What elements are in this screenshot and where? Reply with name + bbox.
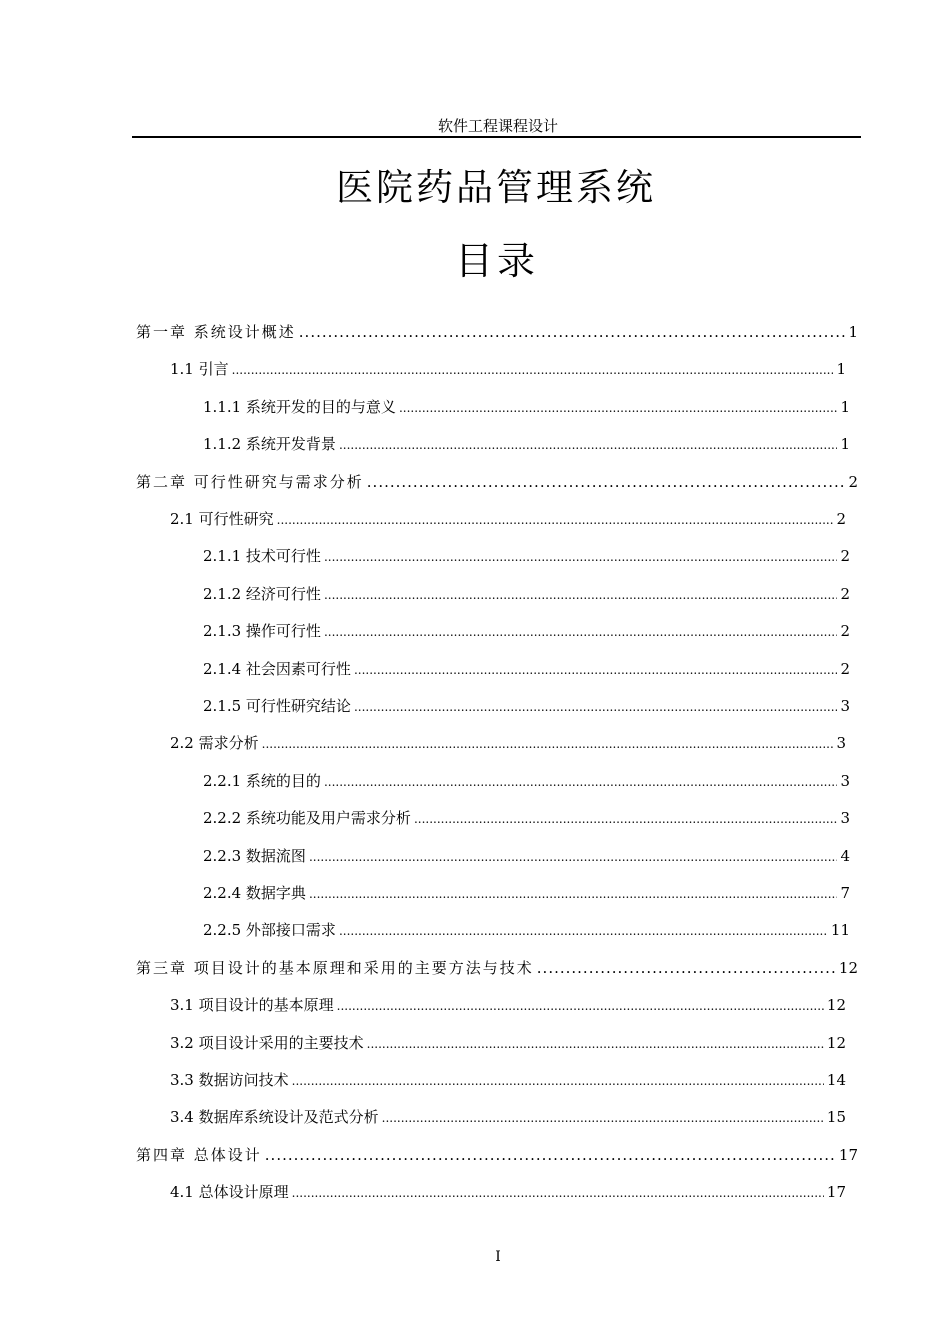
header-rule bbox=[132, 136, 861, 138]
toc-leader-dots bbox=[324, 771, 838, 793]
toc-entry-label: 4.1 总体设计原理 bbox=[170, 1183, 289, 1202]
toc-entry-page: 3 bbox=[840, 697, 850, 715]
toc-entry-label: 2.1 可行性研究 bbox=[170, 510, 274, 528]
toc-entry-page: 11 bbox=[830, 921, 850, 940]
toc-entry[interactable] bbox=[170, 508, 846, 530]
running-header: 软件工程课程设计 bbox=[437, 117, 558, 135]
toc-leader-dots bbox=[367, 1033, 824, 1055]
toc-leader-dots bbox=[265, 1144, 836, 1166]
toc-leader-dots bbox=[354, 659, 838, 681]
toc-entry-page: 14 bbox=[826, 1071, 846, 1089]
toc-entry-page: 1 bbox=[836, 360, 846, 379]
toc-entry[interactable] bbox=[203, 583, 850, 605]
toc-entry-label: 第三章 项目设计的基本原理和采用的主要方法与技术 bbox=[136, 958, 534, 977]
toc-entry-label: 2.2.5 外部接口需求 bbox=[203, 921, 336, 940]
toc-leader-dots bbox=[324, 546, 838, 568]
toc-entry-page: 3 bbox=[836, 734, 846, 753]
toc-entry[interactable] bbox=[203, 770, 850, 792]
toc-leader-dots bbox=[324, 584, 838, 606]
toc-leader-dots bbox=[309, 883, 838, 905]
toc-entry-label: 3.4 数据库系统设计及范式分析 bbox=[170, 1108, 379, 1127]
toc-entry-page: 1 bbox=[840, 435, 850, 454]
document-title: 医院药品管理系统 bbox=[336, 166, 656, 209]
toc-entry-label: 3.2 项目设计采用的主要技术 bbox=[170, 1033, 364, 1052]
toc-entry[interactable] bbox=[170, 994, 846, 1016]
toc-entry[interactable] bbox=[203, 620, 850, 642]
toc-leader-dots bbox=[292, 1070, 824, 1092]
toc-leader-dots bbox=[309, 846, 838, 868]
toc-entry-label: 第一章 系统设计概述 bbox=[136, 323, 296, 341]
toc-entry-page: 3 bbox=[840, 809, 850, 828]
toc-entry[interactable] bbox=[203, 396, 850, 418]
toc-entry-label: 1.1.1 系统开发的目的与意义 bbox=[203, 397, 396, 416]
toc-leader-dots bbox=[232, 359, 834, 381]
toc-entry-page: 17 bbox=[826, 1183, 846, 1202]
toc-leader-dots bbox=[339, 920, 828, 942]
toc-leader-dots bbox=[382, 1107, 824, 1129]
toc-leader-dots bbox=[537, 957, 836, 979]
toc-entry-label: 2.1.5 可行性研究结论 bbox=[203, 697, 351, 715]
toc-leader-dots bbox=[414, 808, 838, 830]
toc-entry[interactable] bbox=[203, 807, 850, 829]
toc-entry-page: 3 bbox=[840, 771, 850, 790]
toc-entry-label: 2.2 需求分析 bbox=[170, 734, 259, 753]
toc-entry[interactable] bbox=[170, 358, 846, 380]
toc-entry-page: 2 bbox=[840, 659, 850, 678]
toc-entry[interactable] bbox=[170, 1032, 846, 1054]
toc-entry-label: 2.2.4 数据字典 bbox=[203, 884, 306, 902]
toc-title: 目录 bbox=[454, 239, 539, 283]
toc-entry[interactable] bbox=[170, 1106, 846, 1128]
toc-entry[interactable] bbox=[136, 471, 858, 493]
toc-entry-label: 第二章 可行性研究与需求分析 bbox=[136, 472, 364, 491]
toc-entry-page: 2 bbox=[840, 584, 850, 603]
toc-entry-page: 2 bbox=[836, 510, 846, 528]
toc-leader-dots bbox=[354, 696, 838, 718]
toc-entry[interactable] bbox=[136, 1144, 858, 1166]
toc-entry-label: 1.1.2 系统开发背景 bbox=[203, 435, 336, 454]
toc-entry-label: 2.1.4 社会因素可行性 bbox=[203, 659, 351, 678]
toc-entry-page: 7 bbox=[840, 884, 850, 902]
toc-entry-label: 2.2.2 系统功能及用户需求分析 bbox=[203, 809, 411, 828]
toc-entry[interactable] bbox=[203, 882, 850, 904]
toc-leader-dots bbox=[277, 509, 834, 531]
toc-entry[interactable] bbox=[203, 545, 850, 567]
toc-entry[interactable] bbox=[203, 433, 850, 455]
toc-entry-page: 17 bbox=[838, 1145, 858, 1164]
toc-entry-label: 第四章 总体设计 bbox=[136, 1145, 262, 1164]
toc-leader-dots bbox=[262, 733, 834, 755]
toc-entry-label: 2.1.3 操作可行性 bbox=[203, 622, 321, 641]
toc-entry-page: 2 bbox=[848, 472, 858, 491]
toc-entry-label: 3.3 数据访问技术 bbox=[170, 1071, 289, 1089]
toc-entry[interactable] bbox=[136, 957, 858, 979]
toc-entry[interactable] bbox=[203, 658, 850, 680]
toc-entry[interactable] bbox=[136, 321, 858, 343]
toc-entry-label: 1.1 引言 bbox=[170, 360, 229, 379]
toc-entry-page: 12 bbox=[826, 1033, 846, 1052]
toc-entry[interactable] bbox=[170, 1069, 846, 1091]
toc-entry-label: 2.2.3 数据流图 bbox=[203, 846, 306, 865]
toc-leader-dots bbox=[299, 321, 846, 343]
toc-entry-page: 2 bbox=[840, 547, 850, 566]
toc-entry[interactable] bbox=[170, 1181, 846, 1203]
toc-leader-dots bbox=[367, 471, 846, 493]
toc-entry[interactable] bbox=[203, 919, 850, 941]
toc-entry-page: 12 bbox=[826, 996, 846, 1015]
toc-entry-page: 4 bbox=[840, 846, 850, 865]
page-number: I bbox=[495, 1249, 501, 1265]
toc-leader-dots bbox=[339, 434, 838, 456]
toc-leader-dots bbox=[292, 1182, 824, 1204]
toc-entry-page: 15 bbox=[826, 1108, 846, 1127]
toc-entry[interactable] bbox=[203, 845, 850, 867]
toc-leader-dots bbox=[324, 621, 838, 643]
toc-leader-dots bbox=[337, 995, 824, 1017]
toc-entry-page: 12 bbox=[838, 958, 858, 977]
toc-entry[interactable] bbox=[170, 732, 846, 754]
toc-entry-page: 1 bbox=[848, 323, 858, 341]
toc-entry-label: 2.1.1 技术可行性 bbox=[203, 547, 321, 566]
toc-entry-label: 2.1.2 经济可行性 bbox=[203, 584, 321, 603]
toc-entry-page: 2 bbox=[840, 622, 850, 641]
toc-leader-dots bbox=[399, 397, 838, 419]
toc-entry[interactable] bbox=[203, 695, 850, 717]
toc-entry-page: 1 bbox=[840, 397, 850, 416]
toc-entry-label: 2.2.1 系统的目的 bbox=[203, 771, 321, 790]
toc-entry-label: 3.1 项目设计的基本原理 bbox=[170, 996, 334, 1015]
